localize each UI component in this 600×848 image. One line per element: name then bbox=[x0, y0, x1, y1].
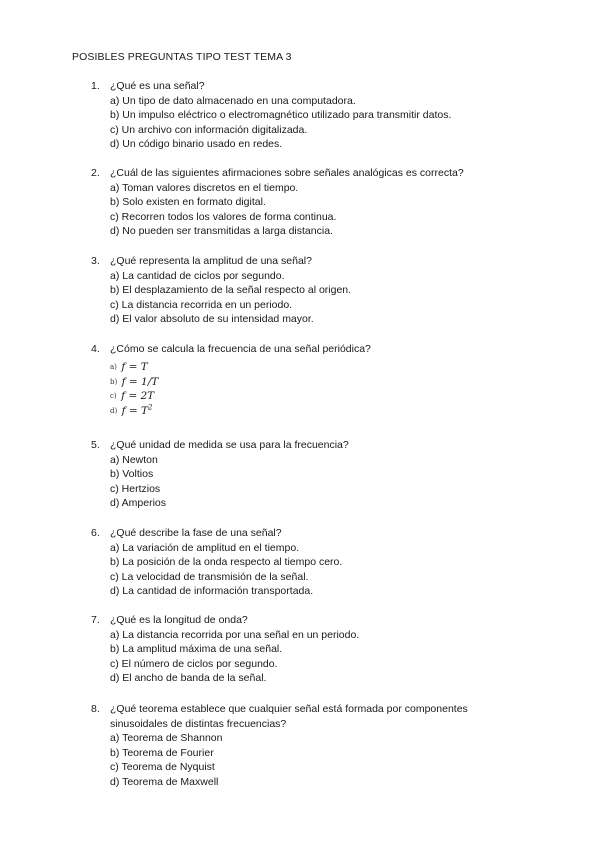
option-list bbox=[110, 453, 166, 511]
option-a: a) La cantidad de ciclos por segundo. bbox=[110, 269, 285, 282]
question-number: 1. bbox=[91, 80, 100, 92]
option-d: d) El ancho de banda de la señal. bbox=[110, 672, 267, 685]
question-text: ¿Qué es una señal? bbox=[110, 80, 205, 92]
option-list bbox=[110, 269, 351, 327]
option-list bbox=[110, 357, 158, 415]
option-a: a) La distancia recorrida por una señal en un periodo. bbox=[110, 628, 360, 641]
question-number: 8. bbox=[91, 703, 100, 715]
option-d: d) Teorema de Maxwell bbox=[110, 775, 219, 788]
document-title: POSIBLES PREGUNTAS TIPO TEST TEMA 3 bbox=[72, 51, 292, 63]
option-b: b) El desplazamiento de la señal respecto al origen. bbox=[110, 284, 352, 297]
option-a: a) Newton bbox=[110, 453, 158, 466]
option-c: c) Hertzios bbox=[110, 482, 161, 495]
option-list bbox=[110, 731, 222, 789]
option-b: b) La posición de la onda respecto al tiempo cero. bbox=[110, 556, 343, 569]
option-list bbox=[110, 94, 451, 152]
option-list bbox=[110, 181, 336, 239]
formula: f = 2T bbox=[121, 390, 155, 403]
option-d: d) No pueden ser transmitidas a larga distancia. bbox=[110, 225, 333, 238]
option-b: b) Solo existen en formato digital. bbox=[110, 196, 266, 209]
option-b bbox=[110, 372, 158, 387]
option-c: c) Teorema de Nyquist bbox=[110, 761, 215, 774]
option-c: c) El número de ciclos por segundo. bbox=[110, 657, 278, 670]
option-list bbox=[110, 628, 359, 686]
question-number: 7. bbox=[91, 614, 100, 626]
formula: f = T bbox=[121, 404, 149, 417]
question-text: ¿Qué es la longitud de onda? bbox=[110, 614, 248, 626]
option-c: c) La distancia recorrida en un periodo. bbox=[110, 298, 293, 311]
option-b: b) Voltios bbox=[110, 468, 154, 481]
option-a: a) Teorema de Shannon bbox=[110, 732, 223, 745]
option-a bbox=[110, 357, 158, 372]
option-a: a) La variación de amplitud en el tiempo. bbox=[110, 541, 300, 554]
option-a: a) Toman valores discretos en el tiempo. bbox=[110, 181, 299, 194]
question-text: ¿Cuál de las siguientes afirmaciones sobre señales analógicas es correcta? bbox=[110, 167, 464, 179]
formula: f = 1/T bbox=[121, 375, 159, 388]
option-d: d) Amperios bbox=[110, 497, 167, 510]
question-text: ¿Cómo se calcula la frecuencia de una señal periódica? bbox=[110, 343, 371, 355]
option-label: d) bbox=[110, 406, 118, 415]
question-number: 2. bbox=[91, 167, 100, 179]
question-text: ¿Qué unidad de medida se usa para la frecuencia? bbox=[110, 439, 349, 451]
option-label: b) bbox=[110, 377, 118, 386]
option-c: c) La velocidad de transmisión de la señal. bbox=[110, 570, 309, 583]
question-text: ¿Qué teorema establece que cualquier señal está formada por componentes sinusoidales de distintas frecuencias? bbox=[110, 703, 468, 730]
question-number: 5. bbox=[91, 439, 100, 451]
option-d bbox=[110, 401, 158, 416]
option-c: c) Un archivo con información digitalizada. bbox=[110, 123, 308, 136]
option-a: a) Un tipo de dato almacenado en una computadora. bbox=[110, 94, 356, 107]
question-number: 6. bbox=[91, 527, 100, 539]
option-b: b) Teorema de Fourier bbox=[110, 746, 214, 759]
option-d: d) La cantidad de información transportada. bbox=[110, 585, 314, 598]
option-label: c) bbox=[110, 392, 117, 401]
option-d: d) El valor absoluto de su intensidad mayor. bbox=[110, 313, 314, 326]
option-d: d) Un código binario usado en redes. bbox=[110, 138, 283, 151]
formula: f = T bbox=[121, 361, 148, 373]
option-label: a) bbox=[110, 363, 117, 371]
option-c bbox=[110, 386, 158, 401]
formula-with-exponent bbox=[122, 405, 153, 417]
option-c: c) Recorren todos los valores de forma continua. bbox=[110, 210, 337, 223]
question-number: 3. bbox=[91, 255, 100, 267]
question-text: ¿Qué representa la amplitud de una señal? bbox=[110, 255, 312, 267]
question-text: ¿Qué describe la fase de una señal? bbox=[110, 527, 282, 539]
exponent: 2 bbox=[148, 403, 153, 412]
option-list bbox=[110, 541, 342, 599]
option-b: b) Un impulso eléctrico o electromagnético utilizado para transmitir datos. bbox=[110, 109, 452, 122]
question-number: 4. bbox=[91, 343, 100, 355]
option-b: b) La amplitud máxima de una señal. bbox=[110, 643, 283, 656]
